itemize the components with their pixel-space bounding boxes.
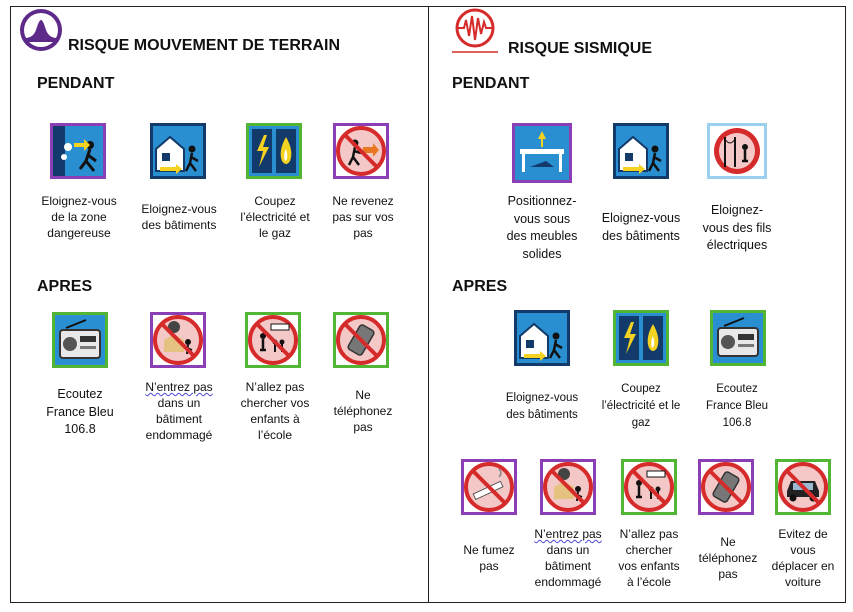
electricity-gas-off-icon xyxy=(613,310,669,366)
right-title: RISQUE SISMIQUE xyxy=(508,40,653,57)
right-pendant-heading: PENDANT xyxy=(452,75,530,92)
no-entry-damaged-building-icon xyxy=(150,312,206,368)
right-apres2-caption-3: N’allez pas chercher vos enfants à l’école xyxy=(618,527,680,589)
right-apres-caption-1: Eloignez-vous des bâtiments xyxy=(505,392,579,421)
leave-building-icon xyxy=(150,123,206,179)
right-apres2-caption-5: Evitez de vous déplacer en voiture xyxy=(771,527,835,589)
left-apres-caption-3: N’allez pas chercher vos enfants à l’école xyxy=(240,380,310,442)
left-apres-caption-4: Ne téléphonez pas xyxy=(333,388,393,434)
no-turning-back-icon xyxy=(333,123,389,179)
no-phone-icon xyxy=(333,312,389,368)
spellcheck-underlined-word: N’entrez pas xyxy=(145,380,213,394)
left-title: RISQUE MOUVEMENT DE TERRAIN xyxy=(68,37,341,54)
left-pendant-heading: PENDANT xyxy=(37,75,115,92)
spellcheck-underlined-word: N’entrez pas xyxy=(534,527,602,541)
radio-icon xyxy=(52,312,108,368)
right-apres-caption-2: Coupez l’électricité et le gaz xyxy=(601,383,681,429)
left-pendant-caption-1: Eloignez-vous de la zone dangereuse xyxy=(41,194,117,240)
right-apres-caption-3: Ecoutez France Bleu 106.8 xyxy=(705,383,768,429)
left-pendant-caption-4: Ne revenez pas sur vos pas xyxy=(332,194,394,240)
left-pendant-caption-3: Coupez l’électricité et le gaz xyxy=(240,194,310,240)
landslide-logo-icon xyxy=(19,8,63,52)
no-entry-damaged-building-icon xyxy=(540,459,596,515)
shelter-under-furniture-icon xyxy=(512,123,572,183)
no-phone-icon xyxy=(698,459,754,515)
right-pendant-caption-3: Eloignez- vous des fils électriques xyxy=(702,203,772,252)
right-apres2-caption-2: N’entrez pas dans un bâtiment endommagé xyxy=(534,527,602,589)
right-apres2-caption-4: Ne téléphonez pas xyxy=(698,535,758,581)
left-apres-caption-2: N’entrez pas dans un bâtiment endommagé xyxy=(145,380,213,442)
no-school-pickup-icon xyxy=(245,312,301,368)
away-from-power-lines-icon xyxy=(707,123,767,179)
no-school-pickup-icon xyxy=(621,459,677,515)
no-driving-icon xyxy=(775,459,831,515)
left-apres-heading: APRES xyxy=(37,278,93,295)
radio-icon xyxy=(710,310,766,366)
electricity-gas-off-icon xyxy=(246,123,302,179)
leave-building-icon xyxy=(613,123,669,179)
seismic-logo-icon xyxy=(452,8,498,54)
left-pendant-caption-2: Eloignez-vous des bâtiments xyxy=(141,202,217,232)
right-pendant-caption-2: Eloignez-vous des bâtiments xyxy=(601,211,681,243)
leave-building-icon xyxy=(514,310,570,366)
no-smoking-icon xyxy=(461,459,517,515)
left-apres-caption-1: Ecoutez France Bleu 106.8 xyxy=(46,387,114,436)
right-apres-heading: APRES xyxy=(452,278,508,295)
run-away-from-rockfall-icon xyxy=(50,123,106,179)
right-apres2-caption-1: Ne fumez pas xyxy=(463,543,515,573)
right-pendant-caption-1: Positionnez- vous sous des meubles solides xyxy=(506,194,578,261)
column-divider xyxy=(428,6,429,603)
